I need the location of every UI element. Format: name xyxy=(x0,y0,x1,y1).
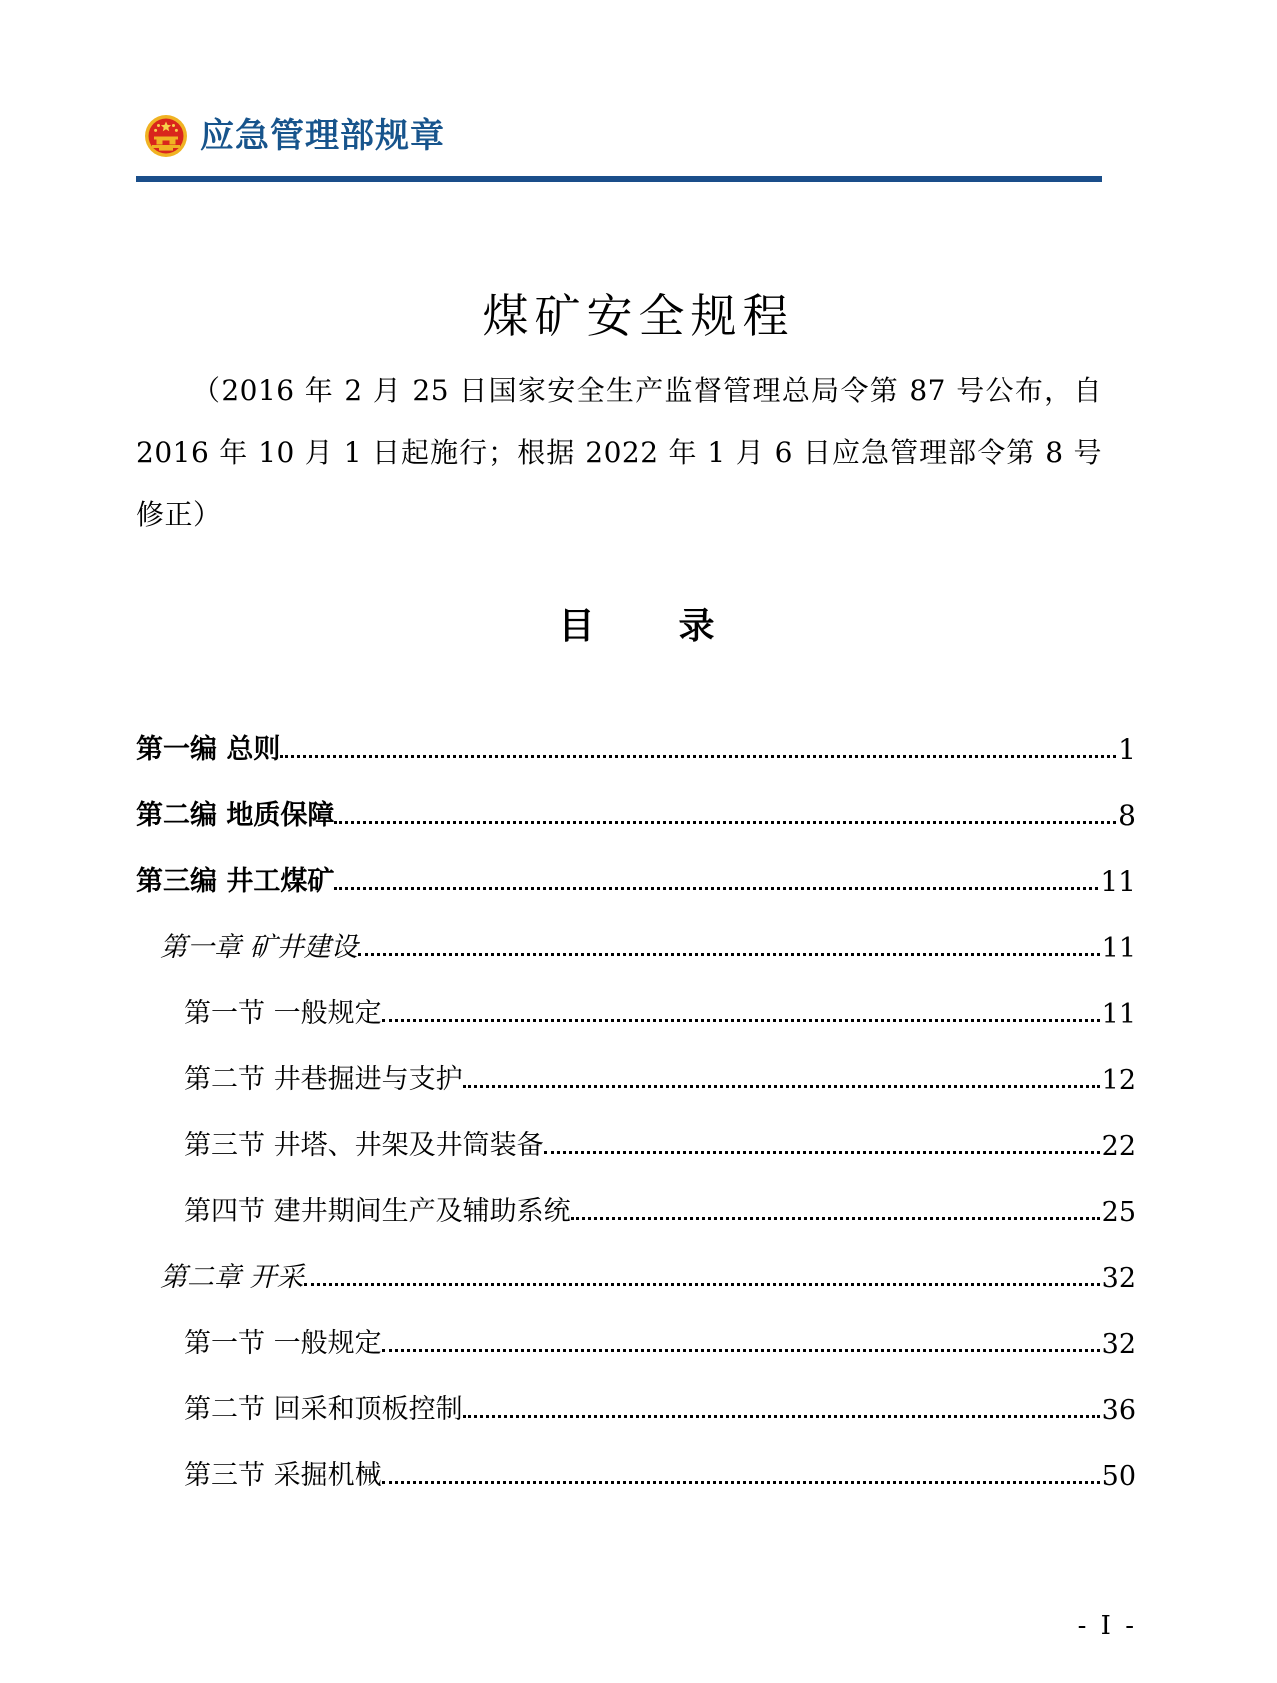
toc-leader-dots xyxy=(544,1135,1100,1162)
toc-entry-label: 第三节 采掘机械 xyxy=(184,1460,382,1491)
toc-entry-label: 第四节 建井期间生产及辅助系统 xyxy=(184,1196,571,1227)
toc-entry[interactable] xyxy=(136,898,1136,964)
document-header xyxy=(136,100,1102,186)
toc-leader-dots xyxy=(280,739,1116,766)
toc-entry-page: 11 xyxy=(1101,933,1136,964)
header-row xyxy=(136,100,1102,172)
toc-leader-dots xyxy=(334,805,1116,832)
toc-entry-page: 1 xyxy=(1118,733,1136,766)
toc-leader-dots xyxy=(382,1465,1100,1492)
toc-entry-page: 11 xyxy=(1101,999,1136,1030)
toc-entry[interactable] xyxy=(136,1426,1136,1492)
toc-entry-label: 第一节 一般规定 xyxy=(184,1328,382,1359)
toc-entry-page: 22 xyxy=(1101,1131,1136,1162)
national-emblem-icon xyxy=(142,112,190,160)
toc-leader-dots xyxy=(382,1003,1100,1030)
promulgation-note: （2016 年 2 月 25 日国家安全生产监督管理总局令第 87 号公布，自 2016 年 10 月 1 日起施行；根据 2022 年 1 月 6 日应急管理部令第 8 号修正） xyxy=(136,374,1102,531)
toc-entry[interactable] xyxy=(136,1228,1136,1294)
toc-entry-page: 12 xyxy=(1101,1065,1136,1096)
toc-entry[interactable] xyxy=(136,1294,1136,1360)
footer-page-number: - I - xyxy=(1077,1611,1137,1641)
toc-entry-label: 第二章 开采 xyxy=(160,1262,304,1293)
toc-entry-page: 25 xyxy=(1101,1197,1136,1228)
toc-entry-page: 32 xyxy=(1101,1329,1136,1360)
toc-leader-dots xyxy=(382,1333,1100,1360)
toc-entry-label: 第三节 井塔、井架及井筒装备 xyxy=(184,1130,544,1161)
toc-entry-label: 第一章 矿井建设 xyxy=(160,932,358,963)
table-of-contents xyxy=(136,700,1136,1492)
toc-entry-label: 第二节 井巷掘进与支护 xyxy=(184,1064,463,1095)
toc-entry-label: 第二节 回采和顶板控制 xyxy=(184,1394,463,1425)
toc-entry[interactable] xyxy=(136,1096,1136,1162)
toc-leader-dots xyxy=(334,871,1098,898)
toc-entry-label: 第三编 井工煤矿 xyxy=(136,866,335,897)
toc-entry[interactable] xyxy=(136,1030,1136,1096)
toc-leader-dots xyxy=(358,937,1100,964)
toc-entry[interactable] xyxy=(136,766,1136,832)
toc-entry-label: 第一节 一般规定 xyxy=(184,998,382,1029)
toc-entry-page: 8 xyxy=(1118,799,1136,832)
toc-leader-dots xyxy=(463,1399,1100,1426)
toc-entry[interactable] xyxy=(136,832,1136,898)
toc-heading: 目 录 xyxy=(558,605,719,647)
toc-entry[interactable] xyxy=(136,700,1136,766)
toc-entry-page: 32 xyxy=(1101,1263,1136,1294)
toc-entry[interactable] xyxy=(136,1162,1136,1228)
toc-entry-page: 50 xyxy=(1101,1461,1136,1492)
toc-entry-label: 第一编 总则 xyxy=(136,734,281,765)
toc-entry-label: 第二编 地质保障 xyxy=(136,800,335,831)
toc-entry[interactable] xyxy=(136,964,1136,1030)
toc-leader-dots xyxy=(571,1201,1100,1228)
toc-leader-dots xyxy=(463,1069,1100,1096)
page-title: 煤矿安全规程 xyxy=(482,289,795,343)
toc-entry[interactable] xyxy=(136,1360,1136,1426)
toc-entry-page: 36 xyxy=(1101,1395,1136,1426)
header-title: 应急管理部规章 xyxy=(200,116,445,156)
toc-entry-page: 11 xyxy=(1100,865,1136,898)
toc-leader-dots xyxy=(304,1267,1100,1294)
header-divider xyxy=(136,176,1102,182)
